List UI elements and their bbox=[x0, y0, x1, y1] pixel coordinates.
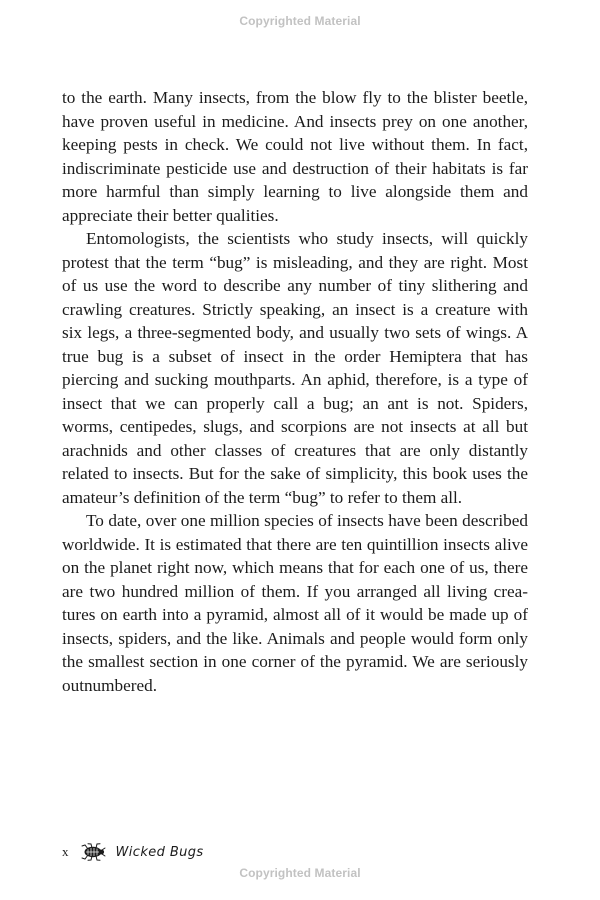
page-number: x bbox=[62, 844, 69, 859]
page-body bbox=[62, 86, 528, 697]
copyright-watermark-bottom: Copyrighted Material bbox=[239, 866, 361, 880]
page-footer bbox=[62, 840, 204, 864]
paragraph-species-count: To date, over one million species of insects have been described worldwide. It is estimated that there are ten quintillion insects alive on the planet right now, which means that for each one of us, there are two hundred million of them. If you arranged all living creatures on earth into a pyramid, almost all of it would be made up of insects, spiders, and the like. Animals and people would form only the smallest section in one corner of the pyramid. We are seriously outnumbered. bbox=[62, 511, 528, 695]
copyright-watermark-top: Copyrighted Material bbox=[239, 14, 361, 28]
paragraph-continued: to the earth. Many insects, from the blow fly to the blister beetle, have proven useful in medicine. And insects prey on one another, keeping pests in check. We could not live without them. In fact, indiscriminate pesticide use and destruction of their habitats is far more harmful than simply learning to live alongside them and appreciate their better qualities. bbox=[62, 88, 528, 225]
running-book-title: Wicked Bugs bbox=[115, 844, 204, 860]
paragraph-entomologists: Entomologists, the scientists who study insects, will quickly protest that the term “bug” is misleading, and they are right. Most of us use the word to describe any number of tiny slithering and crawling creatures. Strictly speaking, an insect is a creature with six legs, a three-segmented body, and usually two sets of wings. A true bug is a subset of insect in the order Hemiptera that has piercing and sucking mouthparts. An aphid, therefore, is a type of insect that we can properly call a bug; an ant is not. Spiders, worms, centipedes, slugs, and scorpions are not insects at all but arachnids and other classes of creatures that are only distantly related to insects. But for the sake of simplicity, this book uses the amateur’s definition of the term “bug” to refer to them all. bbox=[62, 229, 528, 507]
beetle-icon bbox=[79, 843, 107, 861]
